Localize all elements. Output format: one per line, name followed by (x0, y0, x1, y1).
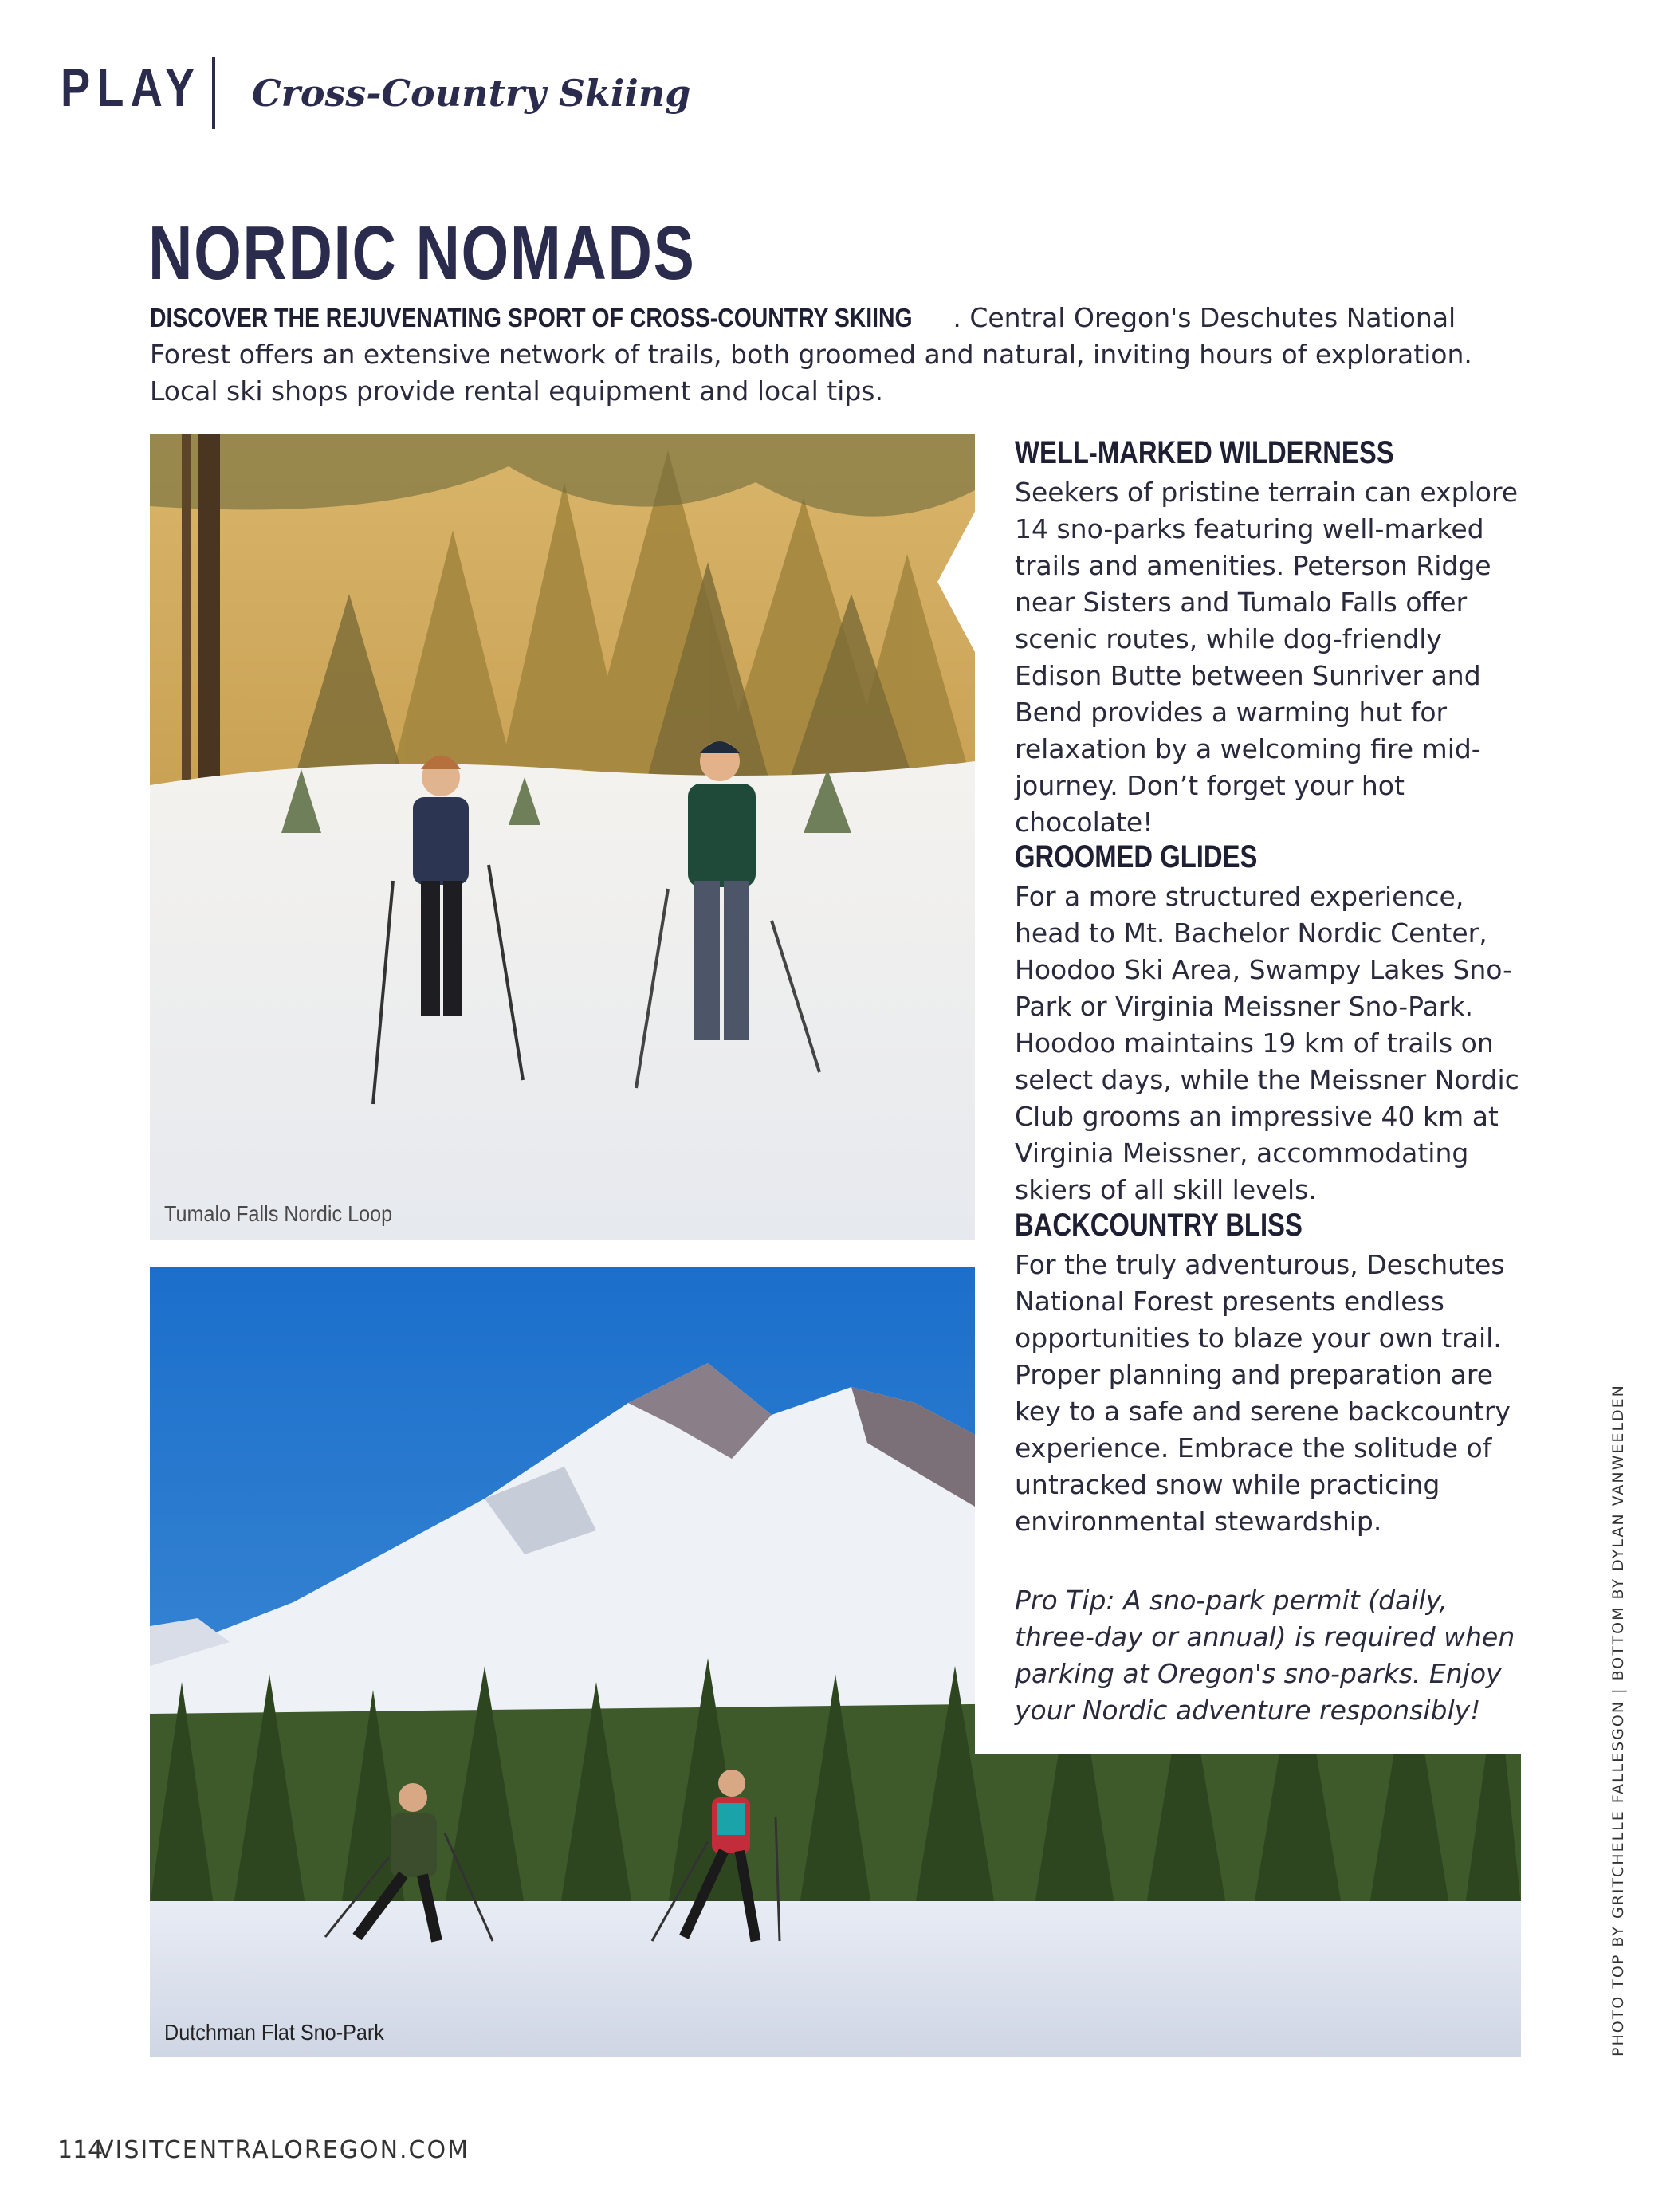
section-backcountry-bliss (1015, 1207, 1525, 1540)
photo-tumalo-falls (150, 434, 975, 1240)
caption-top-photo: Tumalo Falls Nordic Loop (164, 1201, 393, 1226)
section-label: PLAY (61, 57, 202, 118)
photo-tumalo-falls-image (150, 434, 975, 1240)
section-body: For a more structured experience, head to Mt. Bachelor Nordic Center, Hoodoo Ski Area, Swampy Lakes Sno-Park or Virginia Meissner Sno-Park. Hoodoo maintains 19 km of trails on select days, while the Meissner Nordic Club grooms an impressive 40 km at Virginia Meissner, accommodating skiers of all skill levels. (1015, 881, 1519, 1205)
section-heading: WELL-MARKED WILDERNESS (1015, 435, 1394, 470)
section-well-marked-wilderness (1015, 434, 1525, 841)
section-groomed-glides (1015, 839, 1525, 1208)
header-divider (212, 57, 215, 129)
panel-notch (937, 510, 976, 654)
article-intro (150, 300, 1537, 410)
site-url[interactable]: VISITCENTRALOREGON.COM (97, 2136, 470, 2164)
intro-lead: DISCOVER THE REJUVENATING SPORT OF CROSS-COUNTRY SKIING (150, 303, 913, 332)
caption-bottom-photo: Dutchman Flat Sno-Park (164, 2020, 384, 2045)
section-body: Seekers of pristine terrain can explore 14 sno-parks featuring well-marked trails and amenities. Peterson Ridge near Sisters and Tumalo Falls offer scenic routes, while dog-friendly Edison Butte between Sunriver and Bend provides a warming hut for relaxation by a welcoming fire mid-journey. Don’t forget your hot chocolate! (1015, 477, 1519, 838)
article-title: NORDIC NOMADS (148, 210, 696, 296)
photo-credit: PHOTO TOP BY GRITCHELLE FALLESGON | BOTTOM BY DYLAN VANWEELDEN (1609, 1384, 1627, 2057)
intro-body: . Central Oregon's Deschutes National Forest offers an extensive network of trails, both groomed and natural, inviting hours of exploration. Local ski shops provide rental equipment and local tips. (150, 302, 1472, 407)
pro-tip: Pro Tip: A sno-park permit (daily, three-day or annual) is required when parking at Oregon's sno-parks. Enjoy your Nordic adventure responsibly! (1015, 1585, 1515, 1726)
section-heading: BACKCOUNTRY BLISS (1015, 1208, 1303, 1243)
section-heading: GROOMED GLIDES (1015, 839, 1258, 874)
page-number: 114 (57, 2136, 104, 2164)
section-subtitle: Cross-Country Skiing (252, 72, 691, 115)
section-body: For the truly adventurous, Deschutes National Forest presents endless opportunities to blaze your own trail. Proper planning and preparation are key to a safe and serene backcountry experience. Embrace the solitude of untracked snow while practicing environmental stewardship. (1015, 1249, 1511, 1537)
